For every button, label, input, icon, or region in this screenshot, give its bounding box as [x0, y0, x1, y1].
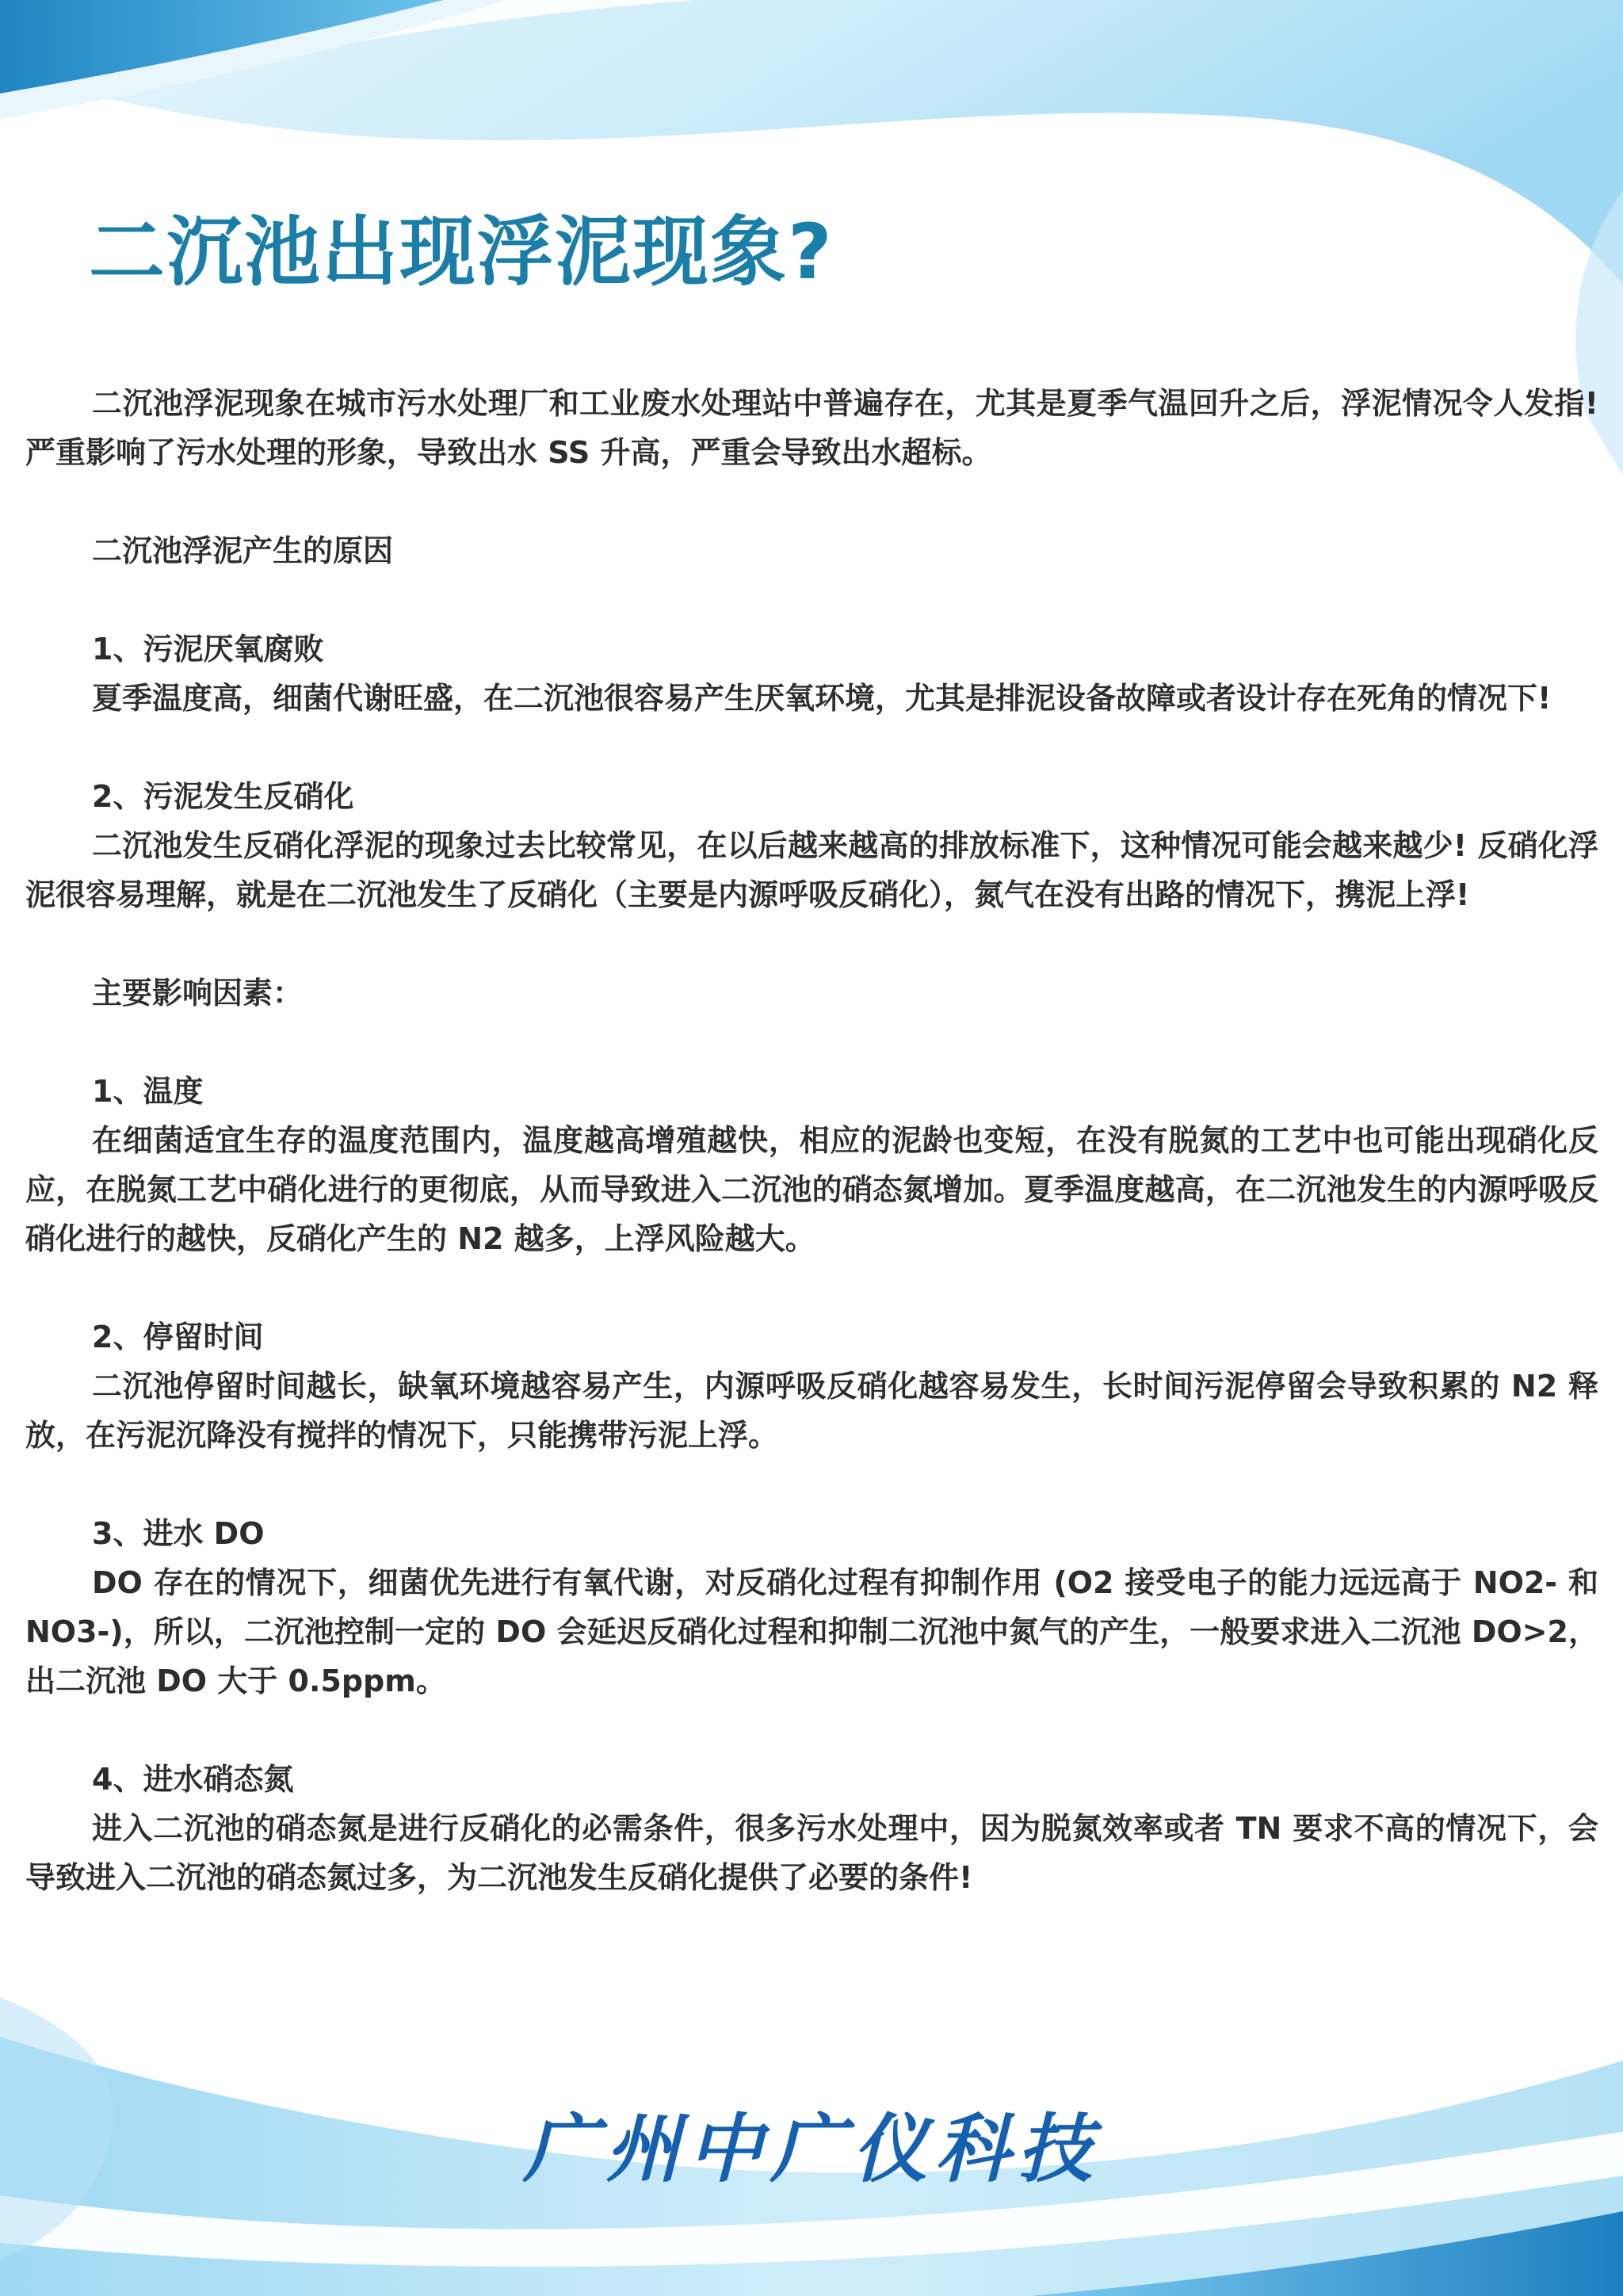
- brand-signature: 广州中广仪科技: [522, 2106, 1100, 2193]
- factor-title-2: 2、停留时间: [92, 1320, 264, 1354]
- factor-title-1: 1、温度: [92, 1074, 204, 1109]
- spacer: [25, 1706, 1598, 1755]
- spacer: [25, 919, 1598, 968]
- factors-heading: 主要影响因素：: [92, 976, 304, 1010]
- cause-title-1: 1、污泥厌氧腐败: [92, 632, 324, 667]
- cause-body-1: 夏季温度高，细菌代谢旺盛，在二沉池很容易产生厌氧环境，尤其是排泥设备故障或者设计存在死角的情况下!: [92, 681, 1552, 716]
- spacer: [25, 1018, 1598, 1067]
- spacer: [25, 575, 1598, 625]
- spacer: [25, 477, 1598, 526]
- page-title: 二沉池出现浮泥现象?: [89, 208, 834, 296]
- factor-body-1: 在细菌适宜生存的温度范围内，温度越高增殖越快，相应的泥龄也变短，在没有脱氮的工艺中也可能出现硝化反应，在脱氮工艺中硝化进行的更彻底，从而导致进入二沉池的硝态氮增加。夏季温度越高，在二沉池发生的内源呼吸反硝化进行的越快，反硝化产生的 N2 越多，上浮风险越大。: [25, 1123, 1598, 1256]
- factor-title-4: 4、进水硝态氮: [92, 1762, 294, 1797]
- spacer: [25, 1460, 1598, 1509]
- factor-body-2: 二沉池停留时间越长，缺氧环境越容易产生，内源呼吸反硝化越容易发生，长时间污泥停留会导致积累的 N2 释放，在污泥沉降没有搅拌的情况下，只能携带污泥上浮。: [25, 1369, 1598, 1453]
- causes-heading: 二沉池浮泥产生的原因: [92, 533, 394, 568]
- spacer: [25, 1263, 1598, 1312]
- spacer: [25, 723, 1598, 772]
- article-body: [25, 379, 1598, 1902]
- factor-title-3: 3、进水 DO: [92, 1516, 265, 1551]
- factor-body-4: 进入二沉池的硝态氮是进行反硝化的必需条件，很多污水处理中，因为脱氮效率或者 TN 要求不高的情况下，会导致进入二沉池的硝态氮过多，为二沉池发生反硝化提供了必要的条件!: [25, 1811, 1598, 1895]
- intro-paragraph: 二沉池浮泥现象在城市污水处理厂和工业废水处理站中普遍存在，尤其是夏季气温回升之后，浮泥情况令人发指! 严重影响了污水处理的形象，导致出水 SS 升高，严重会导致出水超标。: [25, 386, 1598, 470]
- factor-body-3: DO 存在的情况下，细菌优先进行有氧代谢，对反硝化过程有抑制作用 (O2 接受电子的能力远远高于 NO2- 和 NO3-)，所以，二沉池控制一定的 DO 会延迟反硝化过程和抑制二沉池中氮气的产生，一般要求进入二沉池 DO>2，出二沉池 DO 大于 0.5ppm。: [25, 1565, 1598, 1698]
- cause-body-2: 二沉池发生反硝化浮泥的现象过去比较常见，在以后越来越高的排放标准下，这种情况可能会越来越少! 反硝化浮泥很容易理解，就是在二沉池发生了反硝化（主要是内源呼吸反硝化），氮气在没有出路的情况下，携泥上浮!: [25, 828, 1598, 912]
- cause-title-2: 2、污泥发生反硝化: [92, 779, 354, 814]
